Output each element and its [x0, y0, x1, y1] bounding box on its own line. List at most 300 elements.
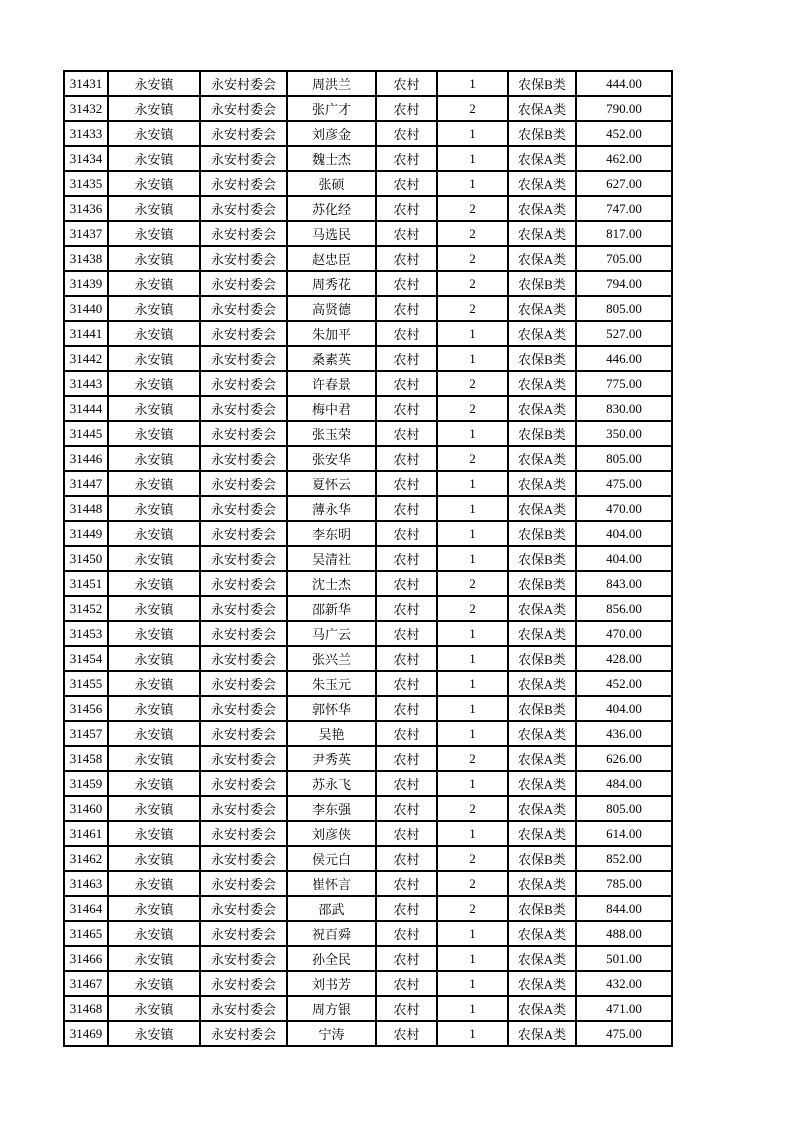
person-name-cell: 梅中君 [287, 396, 376, 421]
residence-type-cell: 农村 [376, 846, 437, 871]
person-count-cell: 2 [437, 596, 508, 621]
residence-type-cell: 农村 [376, 721, 437, 746]
person-name-cell: 夏怀云 [287, 471, 376, 496]
residence-type-cell: 农村 [376, 396, 437, 421]
person-name-cell: 马广云 [287, 621, 376, 646]
residence-type-cell: 农村 [376, 71, 437, 96]
table-row [64, 596, 672, 621]
person-count-cell: 1 [437, 546, 508, 571]
person-name-cell: 尹秀英 [287, 746, 376, 771]
amount-cell: 844.00 [576, 896, 672, 921]
residence-type-cell: 农村 [376, 521, 437, 546]
person-count-cell: 2 [437, 246, 508, 271]
table-row [64, 246, 672, 271]
person-count-cell: 1 [437, 671, 508, 696]
table-row [64, 646, 672, 671]
village-committee-cell: 永安村委会 [200, 246, 287, 271]
residence-type-cell: 农村 [376, 796, 437, 821]
person-count-cell: 1 [437, 346, 508, 371]
residence-type-cell: 农村 [376, 746, 437, 771]
residence-type-cell: 农村 [376, 971, 437, 996]
person-count-cell: 2 [437, 296, 508, 321]
insurance-category-cell: 农保A类 [508, 471, 576, 496]
table-row [64, 371, 672, 396]
amount-cell: 446.00 [576, 346, 672, 371]
residence-type-cell: 农村 [376, 821, 437, 846]
table-row [64, 171, 672, 196]
town-cell: 永安镇 [108, 971, 200, 996]
insurance-category-cell: 农保A类 [508, 446, 576, 471]
person-name-cell: 刘书芳 [287, 971, 376, 996]
person-count-cell: 2 [437, 571, 508, 596]
village-committee-cell: 永安村委会 [200, 346, 287, 371]
table-row [64, 946, 672, 971]
amount-cell: 843.00 [576, 571, 672, 596]
record-id-cell: 31433 [64, 121, 108, 146]
person-count-cell: 2 [437, 896, 508, 921]
person-name-cell: 朱玉元 [287, 671, 376, 696]
town-cell: 永安镇 [108, 871, 200, 896]
person-name-cell: 苏化经 [287, 196, 376, 221]
insurance-category-cell: 农保B类 [508, 696, 576, 721]
residence-type-cell: 农村 [376, 996, 437, 1021]
residence-type-cell: 农村 [376, 646, 437, 671]
village-committee-cell: 永安村委会 [200, 1021, 287, 1046]
table-row [64, 546, 672, 571]
table-row [64, 471, 672, 496]
record-id-cell: 31469 [64, 1021, 108, 1046]
person-name-cell: 薄永华 [287, 496, 376, 521]
person-name-cell: 魏士杰 [287, 146, 376, 171]
person-name-cell: 李东强 [287, 796, 376, 821]
record-id-cell: 31464 [64, 896, 108, 921]
person-name-cell: 桑素英 [287, 346, 376, 371]
town-cell: 永安镇 [108, 996, 200, 1021]
village-committee-cell: 永安村委会 [200, 96, 287, 121]
person-count-cell: 1 [437, 971, 508, 996]
person-count-cell: 1 [437, 521, 508, 546]
amount-cell: 614.00 [576, 821, 672, 846]
amount-cell: 785.00 [576, 871, 672, 896]
insurance-category-cell: 农保A类 [508, 746, 576, 771]
person-name-cell: 张玉荣 [287, 421, 376, 446]
person-name-cell: 刘彦金 [287, 121, 376, 146]
person-name-cell: 李东明 [287, 521, 376, 546]
person-count-cell: 1 [437, 721, 508, 746]
town-cell: 永安镇 [108, 246, 200, 271]
town-cell: 永安镇 [108, 496, 200, 521]
village-committee-cell: 永安村委会 [200, 596, 287, 621]
person-name-cell: 崔怀言 [287, 871, 376, 896]
insurance-category-cell: 农保A类 [508, 971, 576, 996]
person-name-cell: 张硕 [287, 171, 376, 196]
town-cell: 永安镇 [108, 821, 200, 846]
town-cell: 永安镇 [108, 196, 200, 221]
amount-cell: 852.00 [576, 846, 672, 871]
record-id-cell: 31437 [64, 221, 108, 246]
residence-type-cell: 农村 [376, 871, 437, 896]
village-committee-cell: 永安村委会 [200, 846, 287, 871]
insurance-category-cell: 农保A类 [508, 146, 576, 171]
town-cell: 永安镇 [108, 846, 200, 871]
table-row [64, 71, 672, 96]
person-name-cell: 周方银 [287, 996, 376, 1021]
town-cell: 永安镇 [108, 296, 200, 321]
person-count-cell: 1 [437, 621, 508, 646]
record-id-cell: 31439 [64, 271, 108, 296]
table-row [64, 771, 672, 796]
amount-cell: 527.00 [576, 321, 672, 346]
town-cell: 永安镇 [108, 596, 200, 621]
residence-type-cell: 农村 [376, 496, 437, 521]
person-count-cell: 1 [437, 146, 508, 171]
table-body [64, 71, 672, 1046]
record-id-cell: 31443 [64, 371, 108, 396]
record-id-cell: 31432 [64, 96, 108, 121]
village-committee-cell: 永安村委会 [200, 421, 287, 446]
insurance-category-cell: 农保A类 [508, 321, 576, 346]
person-name-cell: 祝百舜 [287, 921, 376, 946]
insurance-category-cell: 农保A类 [508, 871, 576, 896]
village-committee-cell: 永安村委会 [200, 746, 287, 771]
insurance-category-cell: 农保B类 [508, 71, 576, 96]
record-id-cell: 31448 [64, 496, 108, 521]
person-count-cell: 1 [437, 471, 508, 496]
town-cell: 永安镇 [108, 146, 200, 171]
person-count-cell: 1 [437, 1021, 508, 1046]
town-cell: 永安镇 [108, 221, 200, 246]
insurance-category-cell: 农保A类 [508, 821, 576, 846]
record-id-cell: 31445 [64, 421, 108, 446]
village-committee-cell: 永安村委会 [200, 821, 287, 846]
person-name-cell: 周秀花 [287, 271, 376, 296]
record-id-cell: 31440 [64, 296, 108, 321]
town-cell: 永安镇 [108, 521, 200, 546]
residence-type-cell: 农村 [376, 371, 437, 396]
person-count-cell: 1 [437, 421, 508, 446]
person-count-cell: 2 [437, 796, 508, 821]
village-committee-cell: 永安村委会 [200, 646, 287, 671]
town-cell: 永安镇 [108, 321, 200, 346]
record-id-cell: 31442 [64, 346, 108, 371]
insurance-category-cell: 农保B类 [508, 271, 576, 296]
town-cell: 永安镇 [108, 271, 200, 296]
amount-cell: 404.00 [576, 696, 672, 721]
insurance-category-cell: 农保A类 [508, 946, 576, 971]
amount-cell: 627.00 [576, 171, 672, 196]
town-cell: 永安镇 [108, 671, 200, 696]
town-cell: 永安镇 [108, 121, 200, 146]
village-committee-cell: 永安村委会 [200, 196, 287, 221]
insurance-category-cell: 农保A类 [508, 496, 576, 521]
amount-cell: 452.00 [576, 671, 672, 696]
person-name-cell: 周洪兰 [287, 71, 376, 96]
residence-type-cell: 农村 [376, 896, 437, 921]
insurance-category-cell: 农保A类 [508, 796, 576, 821]
insurance-category-cell: 农保A类 [508, 721, 576, 746]
amount-cell: 470.00 [576, 496, 672, 521]
person-name-cell: 沈士杰 [287, 571, 376, 596]
record-id-cell: 31451 [64, 571, 108, 596]
town-cell: 永安镇 [108, 371, 200, 396]
record-id-cell: 31460 [64, 796, 108, 821]
amount-cell: 775.00 [576, 371, 672, 396]
residence-type-cell: 农村 [376, 421, 437, 446]
insurance-category-cell: 农保A类 [508, 171, 576, 196]
town-cell: 永安镇 [108, 746, 200, 771]
person-name-cell: 张兴兰 [287, 646, 376, 671]
amount-cell: 805.00 [576, 296, 672, 321]
table-row [64, 696, 672, 721]
table-row [64, 296, 672, 321]
insurance-category-cell: 农保B类 [508, 646, 576, 671]
insurance-category-cell: 农保B类 [508, 846, 576, 871]
person-count-cell: 2 [437, 271, 508, 296]
town-cell: 永安镇 [108, 1021, 200, 1046]
amount-cell: 805.00 [576, 796, 672, 821]
residence-type-cell: 农村 [376, 546, 437, 571]
table-row [64, 846, 672, 871]
person-count-cell: 1 [437, 996, 508, 1021]
person-count-cell: 2 [437, 746, 508, 771]
residence-type-cell: 农村 [376, 271, 437, 296]
record-id-cell: 31465 [64, 921, 108, 946]
person-count-cell: 2 [437, 871, 508, 896]
table-row [64, 896, 672, 921]
table-row [64, 746, 672, 771]
person-name-cell: 邵武 [287, 896, 376, 921]
person-name-cell: 张安华 [287, 446, 376, 471]
village-committee-cell: 永安村委会 [200, 796, 287, 821]
residence-type-cell: 农村 [376, 921, 437, 946]
person-name-cell: 邵新华 [287, 596, 376, 621]
village-committee-cell: 永安村委会 [200, 896, 287, 921]
village-committee-cell: 永安村委会 [200, 996, 287, 1021]
person-name-cell: 张广才 [287, 96, 376, 121]
person-count-cell: 1 [437, 646, 508, 671]
residence-type-cell: 农村 [376, 621, 437, 646]
residence-type-cell: 农村 [376, 771, 437, 796]
town-cell: 永安镇 [108, 546, 200, 571]
table-row [64, 121, 672, 146]
town-cell: 永安镇 [108, 921, 200, 946]
amount-cell: 817.00 [576, 221, 672, 246]
table-row [64, 621, 672, 646]
insurance-category-cell: 农保B类 [508, 346, 576, 371]
person-count-cell: 1 [437, 496, 508, 521]
person-name-cell: 刘彦侠 [287, 821, 376, 846]
table-row [64, 146, 672, 171]
village-committee-cell: 永安村委会 [200, 871, 287, 896]
village-committee-cell: 永安村委会 [200, 571, 287, 596]
table-row [64, 221, 672, 246]
town-cell: 永安镇 [108, 396, 200, 421]
record-id-cell: 31436 [64, 196, 108, 221]
town-cell: 永安镇 [108, 621, 200, 646]
record-id-cell: 31438 [64, 246, 108, 271]
table-row [64, 421, 672, 446]
person-name-cell: 宁涛 [287, 1021, 376, 1046]
person-name-cell: 高贤德 [287, 296, 376, 321]
record-id-cell: 31450 [64, 546, 108, 571]
table-row [64, 721, 672, 746]
residence-type-cell: 农村 [376, 446, 437, 471]
town-cell: 永安镇 [108, 71, 200, 96]
insurance-category-cell: 农保B类 [508, 521, 576, 546]
person-count-cell: 1 [437, 321, 508, 346]
person-count-cell: 1 [437, 946, 508, 971]
person-name-cell: 苏永飞 [287, 771, 376, 796]
village-committee-cell: 永安村委会 [200, 146, 287, 171]
amount-cell: 747.00 [576, 196, 672, 221]
village-committee-cell: 永安村委会 [200, 946, 287, 971]
amount-cell: 350.00 [576, 421, 672, 446]
amount-cell: 475.00 [576, 1021, 672, 1046]
record-id-cell: 31455 [64, 671, 108, 696]
person-count-cell: 2 [437, 371, 508, 396]
table-row [64, 521, 672, 546]
town-cell: 永安镇 [108, 471, 200, 496]
record-id-cell: 31446 [64, 446, 108, 471]
village-committee-cell: 永安村委会 [200, 971, 287, 996]
record-id-cell: 31467 [64, 971, 108, 996]
insurance-category-cell: 农保A类 [508, 96, 576, 121]
person-name-cell: 吴艳 [287, 721, 376, 746]
insurance-category-cell: 农保A类 [508, 1021, 576, 1046]
town-cell: 永安镇 [108, 171, 200, 196]
amount-cell: 436.00 [576, 721, 672, 746]
record-id-cell: 31468 [64, 996, 108, 1021]
record-id-cell: 31452 [64, 596, 108, 621]
village-committee-cell: 永安村委会 [200, 446, 287, 471]
amount-cell: 484.00 [576, 771, 672, 796]
table-row [64, 921, 672, 946]
insurance-category-cell: 农保A类 [508, 621, 576, 646]
town-cell: 永安镇 [108, 771, 200, 796]
residence-type-cell: 农村 [376, 321, 437, 346]
table-row [64, 96, 672, 121]
insurance-category-cell: 农保A类 [508, 221, 576, 246]
table-row [64, 796, 672, 821]
town-cell: 永安镇 [108, 571, 200, 596]
person-count-cell: 1 [437, 821, 508, 846]
town-cell: 永安镇 [108, 946, 200, 971]
record-id-cell: 31458 [64, 746, 108, 771]
town-cell: 永安镇 [108, 346, 200, 371]
person-name-cell: 吴清社 [287, 546, 376, 571]
insurance-category-cell: 农保A类 [508, 596, 576, 621]
village-committee-cell: 永安村委会 [200, 771, 287, 796]
residence-type-cell: 农村 [376, 246, 437, 271]
person-count-cell: 1 [437, 71, 508, 96]
village-committee-cell: 永安村委会 [200, 371, 287, 396]
table-sheet [63, 70, 673, 1047]
residence-type-cell: 农村 [376, 121, 437, 146]
village-committee-cell: 永安村委会 [200, 621, 287, 646]
person-count-cell: 2 [437, 446, 508, 471]
person-name-cell: 孙全民 [287, 946, 376, 971]
record-id-cell: 31461 [64, 821, 108, 846]
person-name-cell: 侯元白 [287, 846, 376, 871]
amount-cell: 794.00 [576, 271, 672, 296]
insurance-category-cell: 农保A类 [508, 671, 576, 696]
table-row [64, 446, 672, 471]
insurance-category-cell: 农保B类 [508, 571, 576, 596]
person-name-cell: 郭怀华 [287, 696, 376, 721]
town-cell: 永安镇 [108, 696, 200, 721]
insurance-category-cell: 农保A类 [508, 246, 576, 271]
residence-type-cell: 农村 [376, 146, 437, 171]
benefits-table [63, 70, 673, 1047]
amount-cell: 856.00 [576, 596, 672, 621]
insurance-category-cell: 农保B类 [508, 421, 576, 446]
record-id-cell: 31444 [64, 396, 108, 421]
insurance-category-cell: 农保A类 [508, 396, 576, 421]
table-row [64, 346, 672, 371]
town-cell: 永安镇 [108, 421, 200, 446]
amount-cell: 626.00 [576, 746, 672, 771]
village-committee-cell: 永安村委会 [200, 271, 287, 296]
amount-cell: 444.00 [576, 71, 672, 96]
residence-type-cell: 农村 [376, 696, 437, 721]
village-committee-cell: 永安村委会 [200, 521, 287, 546]
table-row [64, 571, 672, 596]
table-row [64, 271, 672, 296]
village-committee-cell: 永安村委会 [200, 396, 287, 421]
residence-type-cell: 农村 [376, 671, 437, 696]
amount-cell: 475.00 [576, 471, 672, 496]
town-cell: 永安镇 [108, 646, 200, 671]
residence-type-cell: 农村 [376, 221, 437, 246]
person-count-cell: 2 [437, 96, 508, 121]
amount-cell: 790.00 [576, 96, 672, 121]
residence-type-cell: 农村 [376, 171, 437, 196]
record-id-cell: 31454 [64, 646, 108, 671]
person-count-cell: 1 [437, 121, 508, 146]
village-committee-cell: 永安村委会 [200, 71, 287, 96]
table-row [64, 396, 672, 421]
residence-type-cell: 农村 [376, 596, 437, 621]
person-count-cell: 1 [437, 696, 508, 721]
table-row [64, 196, 672, 221]
residence-type-cell: 农村 [376, 471, 437, 496]
residence-type-cell: 农村 [376, 946, 437, 971]
record-id-cell: 31466 [64, 946, 108, 971]
village-committee-cell: 永安村委会 [200, 696, 287, 721]
amount-cell: 404.00 [576, 521, 672, 546]
table-row [64, 321, 672, 346]
residence-type-cell: 农村 [376, 571, 437, 596]
amount-cell: 830.00 [576, 396, 672, 421]
town-cell: 永安镇 [108, 721, 200, 746]
record-id-cell: 31459 [64, 771, 108, 796]
town-cell: 永安镇 [108, 96, 200, 121]
town-cell: 永安镇 [108, 896, 200, 921]
amount-cell: 428.00 [576, 646, 672, 671]
amount-cell: 470.00 [576, 621, 672, 646]
amount-cell: 452.00 [576, 121, 672, 146]
record-id-cell: 31431 [64, 71, 108, 96]
person-count-cell: 1 [437, 921, 508, 946]
village-committee-cell: 永安村委会 [200, 221, 287, 246]
village-committee-cell: 永安村委会 [200, 296, 287, 321]
record-id-cell: 31447 [64, 471, 108, 496]
insurance-category-cell: 农保A类 [508, 296, 576, 321]
amount-cell: 705.00 [576, 246, 672, 271]
village-committee-cell: 永安村委会 [200, 721, 287, 746]
table-row [64, 496, 672, 521]
record-id-cell: 31449 [64, 521, 108, 546]
